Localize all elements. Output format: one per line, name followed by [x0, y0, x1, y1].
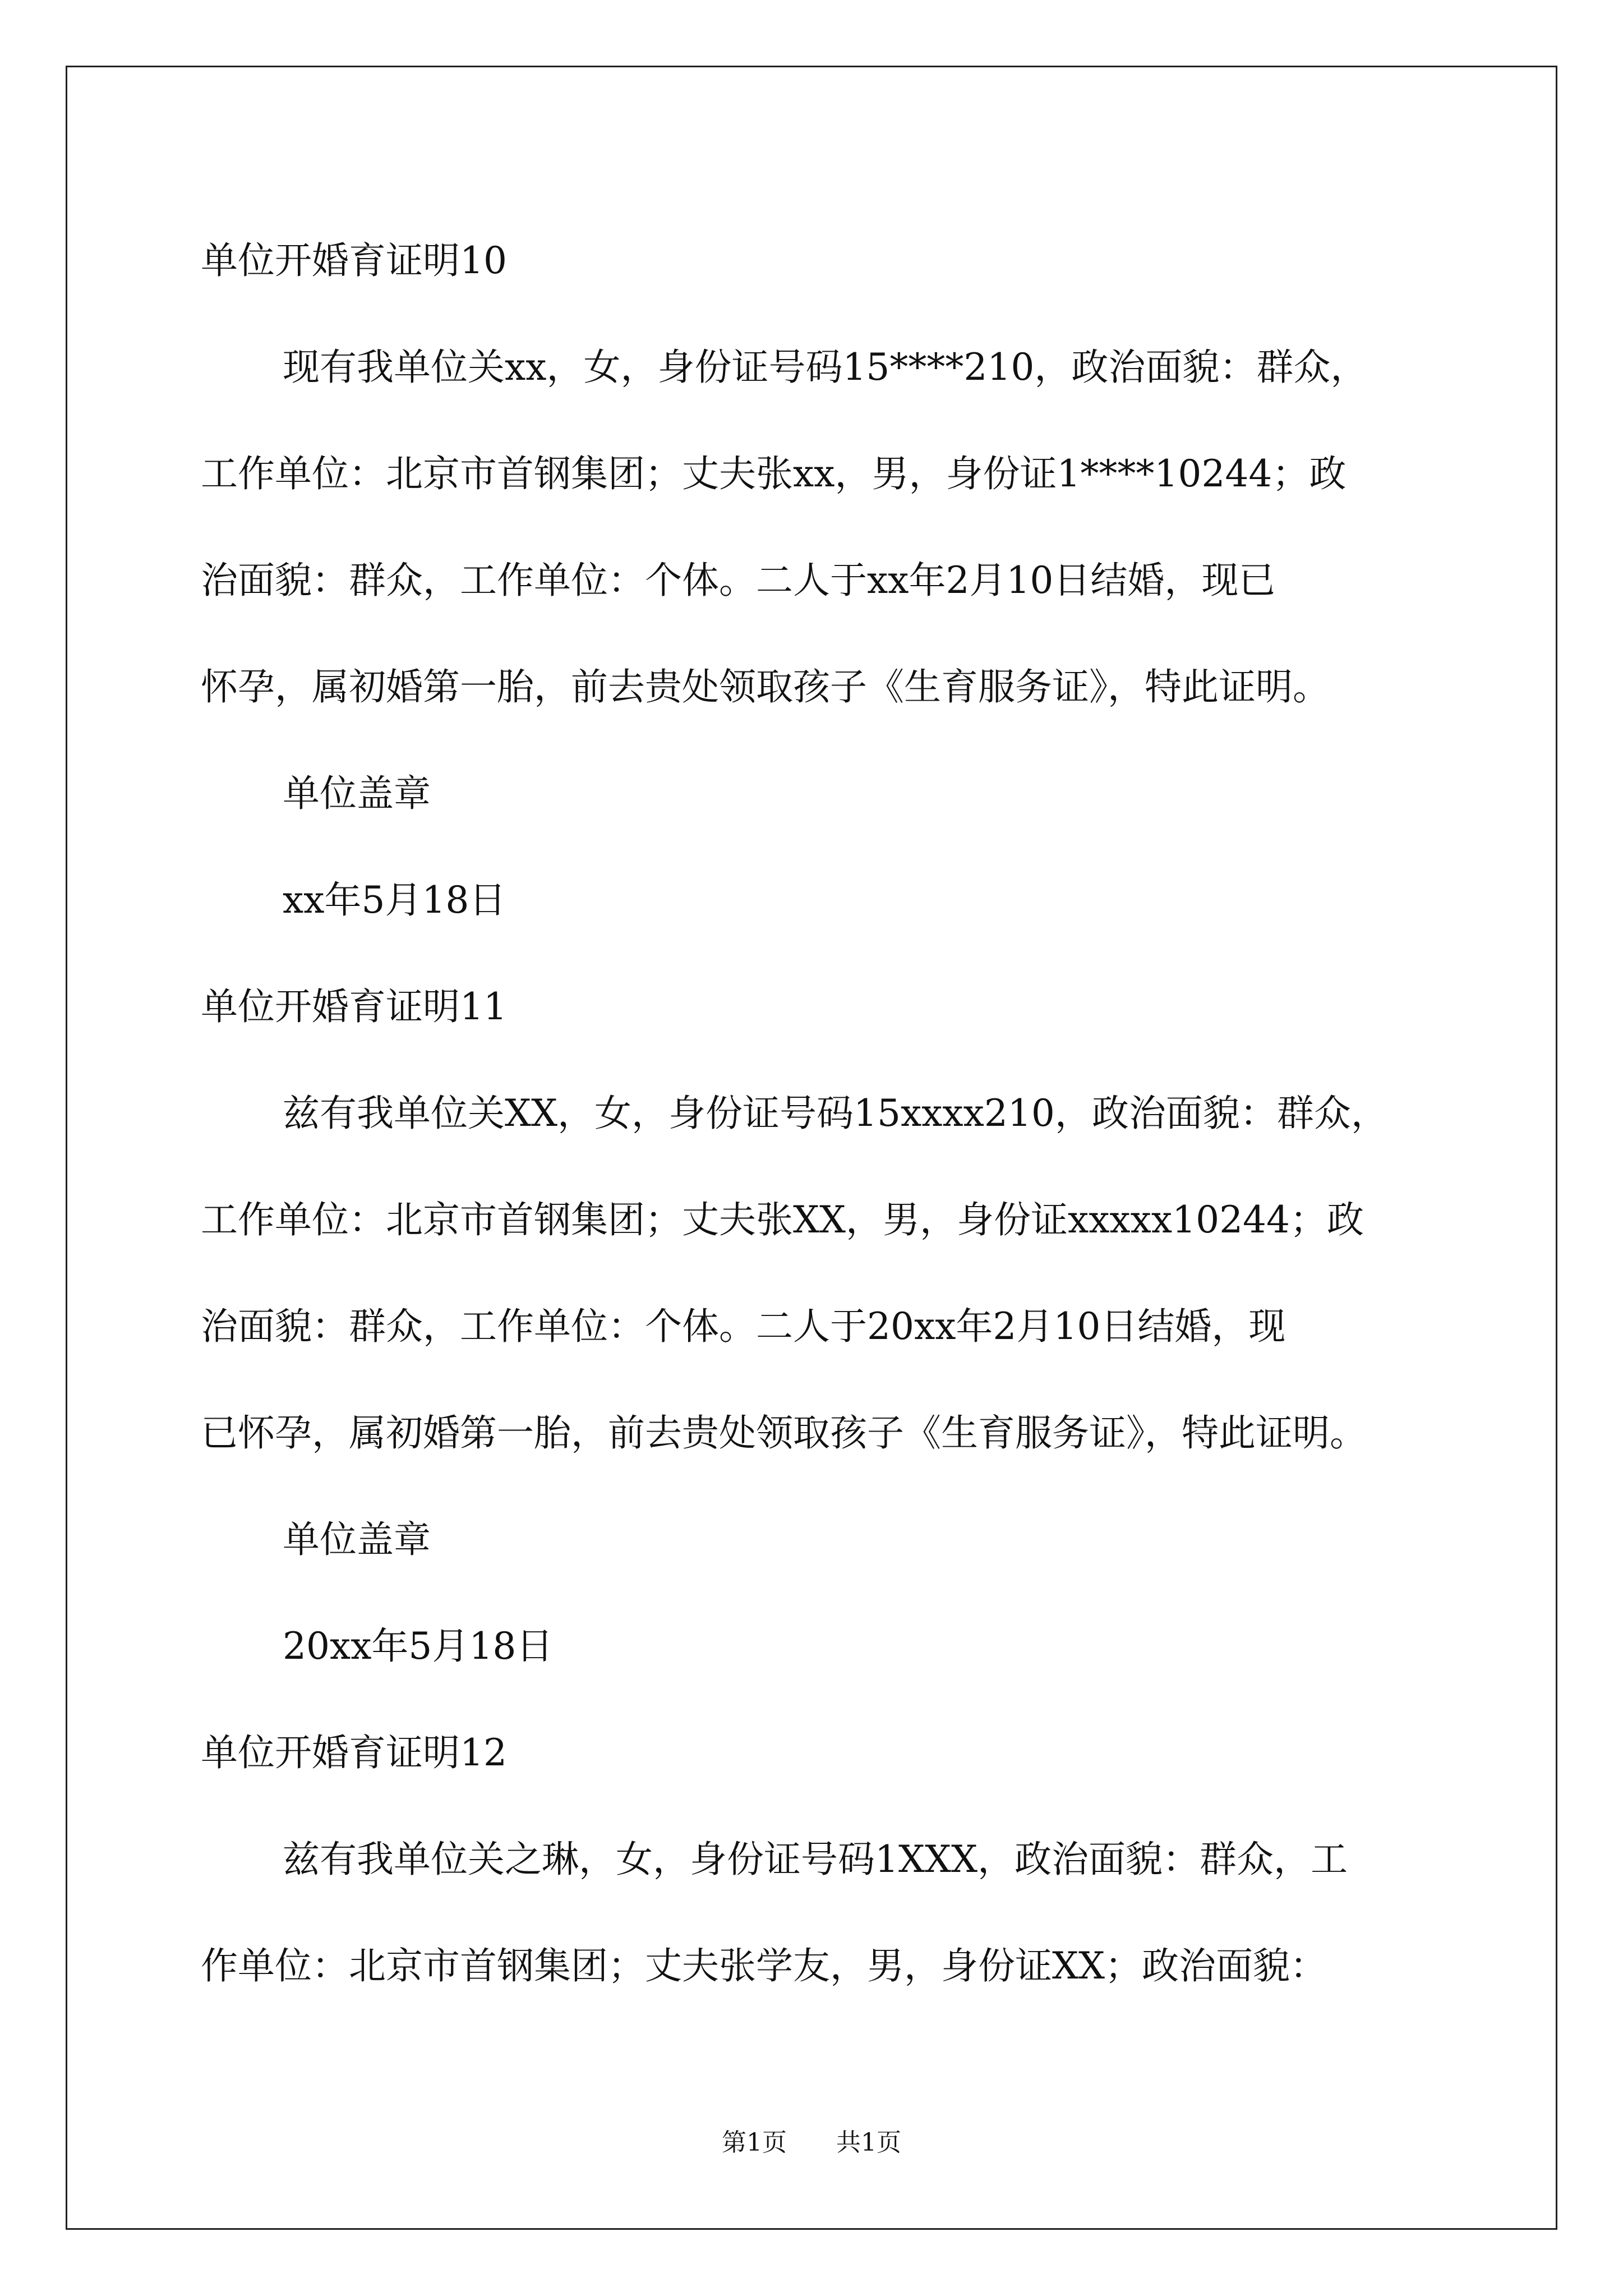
page-number-total: 共1页 [836, 2128, 901, 2157]
paragraph-line: 工作单位：北京市首钢集团；丈夫张XX，男，身份证xxxxx10244；政 [201, 1198, 1364, 1241]
document-body [201, 208, 1435, 2019]
paragraph-line: 兹有我单位关XX，女，身份证号码15xxxx210，政治面貌：群众， [283, 1092, 1388, 1135]
page-number-current: 第1页 [722, 2128, 787, 2157]
page-footer [0, 2126, 1623, 2160]
date-line: 20xx年5月18日 [283, 1625, 554, 1668]
paragraph-line: 工作单位：北京市首钢集团；丈夫张xx，男，身份证1****10244；政 [201, 452, 1347, 495]
paragraph-line: 治面貌：群众，工作单位：个体。二人于20xx年2月10日结婚，现 [201, 1305, 1286, 1348]
seal-label: 单位盖章 [283, 772, 431, 815]
section-heading: 单位开婚育证明10 [201, 239, 507, 282]
paragraph-line: 怀孕，属初婚第一胎，前去贵处领取孩子《生育服务证》，特此证明。 [201, 665, 1330, 708]
seal-label: 单位盖章 [283, 1518, 431, 1561]
paragraph-line: 作单位：北京市首钢集团；丈夫张学友，男，身份证XX；政治面貌： [201, 1944, 1327, 1987]
paragraph-line: 现有我单位关xx，女，身份证号码15****210，政治面貌：群众， [283, 346, 1368, 389]
paragraph-line: 治面貌：群众，工作单位：个体。二人于xx年2月10日结婚，现已 [201, 559, 1276, 602]
section-11 [201, 954, 1435, 1700]
section-heading: 单位开婚育证明11 [201, 985, 507, 1028]
date-line: xx年5月18日 [283, 878, 506, 922]
paragraph-line: 兹有我单位关之琳，女，身份证号码1XXX，政治面貌：群众，工 [283, 1838, 1348, 1881]
section-10 [201, 208, 1435, 954]
paragraph-line: 已怀孕，属初婚第一胎，前去贵处领取孩子《生育服务证》，特此证明。 [201, 1411, 1367, 1455]
section-heading: 单位开婚育证明12 [201, 1731, 507, 1774]
section-12 [201, 1700, 1435, 2019]
